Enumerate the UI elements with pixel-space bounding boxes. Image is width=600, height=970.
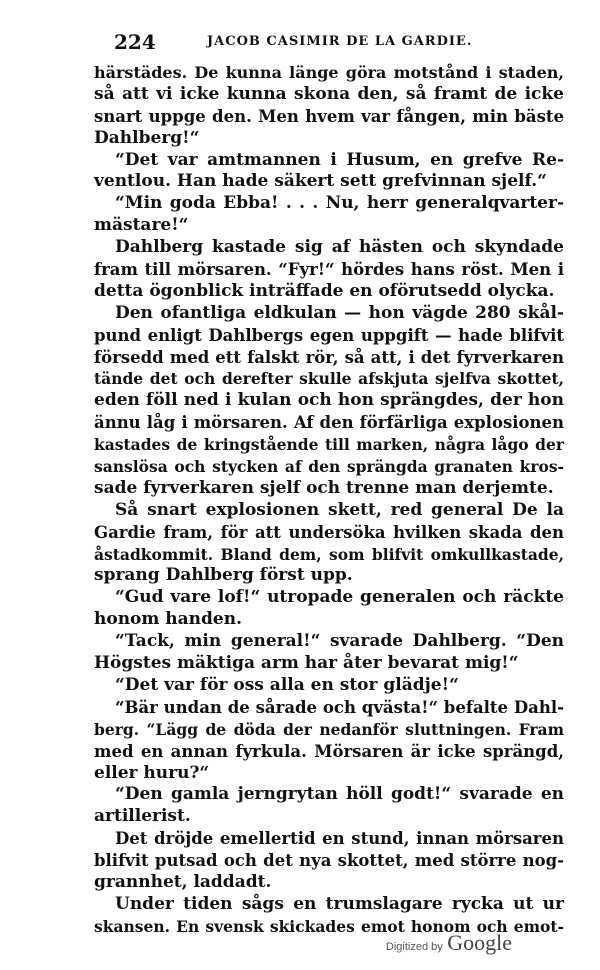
text-line: “Det var amtmannen i Husum, en grefve Re- xyxy=(115,149,564,170)
text-line: sade fyrverkaren sjelf och trenne man derjemte. xyxy=(94,477,554,498)
page-header xyxy=(94,30,564,54)
text-line: “Gud vare lof!“ utropade generalen och räckte xyxy=(115,587,564,608)
digitization-footer xyxy=(386,930,512,956)
text-line: “Min goda Ebba! . . . Nu, herr generalqvarter- xyxy=(115,193,564,214)
text-line: ventlou. Han hade säkert sett grefvinnan sjelf.“ xyxy=(94,171,547,192)
running-head: JACOB CASIMIR DE LA GARDIE. xyxy=(207,34,473,49)
text-line: Så snart explosionen skett, red general De la xyxy=(115,499,564,520)
text-line: tände det och derefter skulle afskjuta sjelfva skottet, xyxy=(94,369,564,389)
text-line: berg. “Lägg de döda der nedanför sluttningen. Fram xyxy=(94,719,564,739)
text-line: “Tack, min general!“ svarade Dahlberg. “Den xyxy=(115,631,564,652)
text-line: mästare!“ xyxy=(94,215,189,236)
text-line: “Bär undan de sårade och qvästa!“ befalte Dahl- xyxy=(115,697,564,717)
google-logo: Google xyxy=(447,930,512,955)
text-line: Den ofantliga eldkulan — hon vägde 280 skål- xyxy=(115,302,564,323)
text-line: snart uppge den. Men hvem var fången, min bäste xyxy=(94,106,564,126)
text-line: “Den gamla jerngrytan höll godt!“ svarade en xyxy=(115,784,564,805)
text-line: kastades de kringstående till marken, några lågo der xyxy=(94,435,564,455)
text-line: Högstes mäktiga arm har åter bevarat mig!“ xyxy=(94,653,519,674)
text-line: sanslösa och stycken af den sprängda granaten kros- xyxy=(94,457,564,477)
text-line: eller huru?“ xyxy=(94,762,210,783)
text-line: fram till mörsaren. “Fyr!“ hördes hans röst. Men i xyxy=(94,260,564,280)
text-line: pund enligt Dahlbergs egen uppgift — hade blifvit xyxy=(94,325,564,345)
text-line: med en annan fyrkula. Mörsaren är icke sprängd, xyxy=(94,741,564,761)
text-line: Dahlberg kastade sig af hästen och skyndade xyxy=(115,237,564,258)
text-line: blifvit putsad och det nya skottet, med större nog- xyxy=(94,851,564,871)
text-line: “Det var för oss alla en stor glädje!“ xyxy=(115,674,459,695)
body-text xyxy=(94,62,564,938)
digitized-by-label: Digitized by xyxy=(385,941,443,953)
text-line: försedd med ett falskt rör, så att, i det fyrverkaren xyxy=(94,347,564,367)
text-line: så att vi icke kunna skona den, så framt de icke xyxy=(94,83,564,104)
text-line: åstadkommit. Bland dem, som blifvit omkullkastade, xyxy=(94,544,564,564)
text-line: eden föll ned i kulan och hon sprängdes, der hon xyxy=(94,390,564,411)
text-line: härstädes. De kunna länge göra motstånd i staden, xyxy=(94,63,564,82)
text-line: ännu låg i mörsaren. Af den förfärliga explosionen xyxy=(94,413,564,433)
text-line: Det dröjde emellertid en stund, innan mörsaren xyxy=(115,829,564,849)
page-number: 224 xyxy=(114,30,156,54)
text-line: artillerist. xyxy=(94,806,191,827)
text-line: honom handen. xyxy=(94,609,243,630)
text-line: Gardie fram, för att undersöka hvilken skada den xyxy=(94,522,564,542)
text-line: sprang Dahlberg först upp. xyxy=(94,565,353,586)
text-line: detta ögonblick inträffade en oförutsedd olycka. xyxy=(94,280,555,301)
text-line: skansen. En svensk skickades emot honom och emot- xyxy=(94,916,564,936)
text-line: grannhet, laddadt. xyxy=(94,871,272,892)
text-line: Dahlberg!“ xyxy=(94,127,200,148)
text-line: Under tiden sågs en trumslagare rycka ut ur xyxy=(115,893,564,914)
